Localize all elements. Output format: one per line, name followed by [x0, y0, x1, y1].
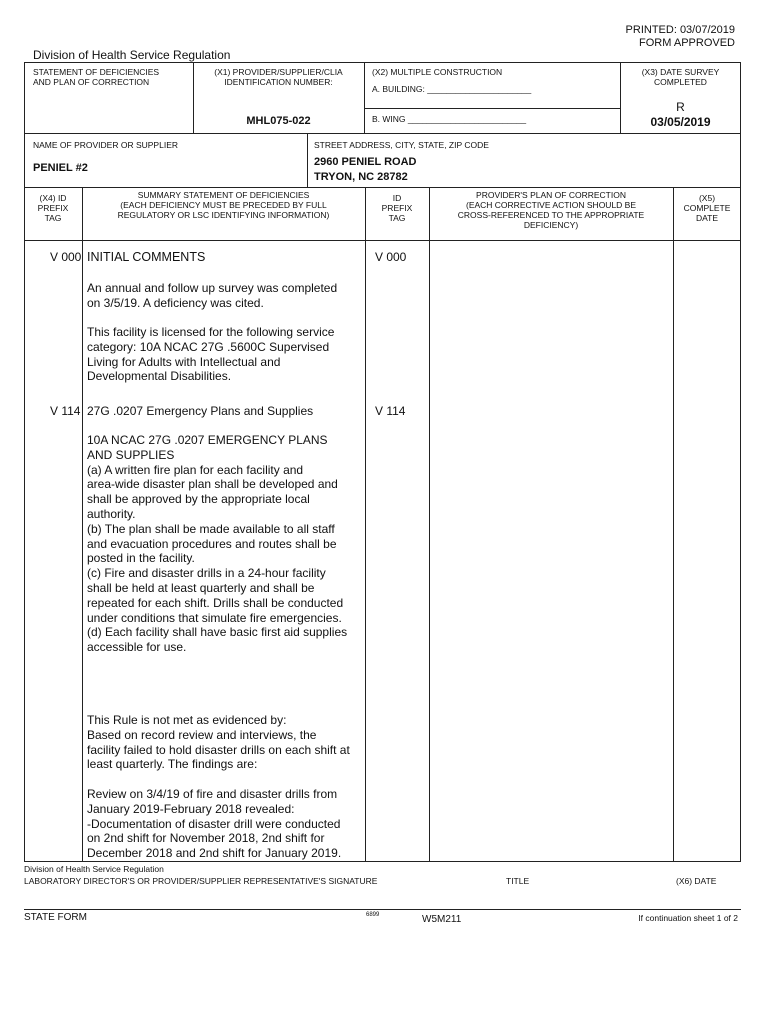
- street-label: STREET ADDRESS, CITY, STATE, ZIP CODE: [314, 140, 489, 150]
- x2-wing: B. WING _________________________: [372, 114, 527, 124]
- col-summary-header: SUMMARY STATEMENT OF DEFICIENCIES (EACH DEFICIENCY MUST BE PRECEDED BY FULL REGULATORY OR LSC IDENTIFYING INFORMATION): [117, 190, 330, 220]
- col-x5-header: (X5) COMPLETE DATE: [683, 193, 731, 223]
- x2-building: A. BUILDING: ______________________: [372, 84, 532, 94]
- frame-bottom: [24, 861, 741, 862]
- col-divider-3: [429, 187, 430, 861]
- divider-col-header: [24, 240, 741, 241]
- printed-header: [626, 24, 735, 50]
- printed-date: PRINTED: 03/07/2019: [625, 24, 735, 36]
- signature-label: LABORATORY DIRECTOR'S OR PROVIDER/SUPPLIER REPRESENTATIVE'S SIGNATURE: [24, 876, 378, 886]
- street-line1: 2960 PENIEL ROAD: [314, 156, 417, 168]
- entry-tag: V 000: [50, 250, 82, 264]
- x3-label: (X3) DATE SURVEY COMPLETED: [641, 67, 720, 87]
- frame-right: [740, 62, 741, 862]
- frame-top: [24, 62, 741, 63]
- x6-date-label: (X6) DATE: [676, 876, 717, 886]
- entry-title: 27G .0207 Emergency Plans and Supplies: [87, 404, 314, 418]
- form-approved: FORM APPROVED: [639, 37, 735, 49]
- continuation-sheet: If continuation sheet 1 of 2: [638, 913, 738, 923]
- street-line2: TRYON, NC 28782: [314, 171, 408, 183]
- entry-id-tag: V 114: [375, 404, 406, 418]
- entry-paragraph: 10A NCAC 27G .0207 EMERGENCY PLANS AND SUPPLIES (a) A written fire plan for each facility and area-wide disaster plan shall be developed and shall be approved by the appropriate local authority. (b) The plan shall be made available to all staff and evacuation procedures and routes shall be posted in the facility. (c) Fire and disaster drills in a 24-hour facility shall be held at least quarterly and shall be repeated for each shift. Drills shall be conducted under conditions that simulate fire emergencies. (d) Each facility shall have basic first aid supplies accessible for use.: [87, 433, 348, 655]
- divider-x2-wing: [364, 108, 620, 109]
- entry-paragraph: Review on 3/4/19 of fire and disaster drills from January 2019-February 2018 revealed: -Documentation of disaster drill were conducted on 2nd shift for November 2018, 2nd shift for December 2018 and 2nd shift for January 2019.: [87, 787, 342, 861]
- footer-division: Division of Health Service Regulation: [24, 864, 164, 874]
- entry-title: INITIAL COMMENTS: [87, 250, 206, 264]
- footer-rule: [24, 909, 741, 910]
- provider-name: PENIEL #2: [33, 162, 88, 174]
- x3-date: 03/05/2019: [650, 115, 711, 129]
- form-code: 6899: [366, 912, 380, 918]
- entry-paragraph: This facility is licensed for the following service category: 10A NCAC 27G .5600C Supervised Living for Adults with Intellectual and Developmental Disabilities.: [87, 325, 335, 384]
- col-plan-header: PROVIDER'S PLAN OF CORRECTION (EACH CORRECTIVE ACTION SHOULD BE CROSS-REFERENCED TO THE APPROPRIATE DEFICIENCY): [457, 190, 645, 230]
- provider-name-label: NAME OF PROVIDER OR SUPPLIER: [33, 140, 178, 150]
- x3-r: R: [676, 100, 685, 114]
- event-id: W5M211: [422, 914, 462, 925]
- col-x4-header: (X4) ID PREFIX TAG: [37, 193, 69, 223]
- statement-label: STATEMENT OF DEFICIENCIES AND PLAN OF CORRECTION: [33, 67, 160, 87]
- col-id-header: ID PREFIX TAG: [381, 193, 413, 223]
- state-form: STATE FORM: [24, 912, 87, 923]
- frame-left: [24, 62, 25, 862]
- entry-paragraph: This Rule is not met as evidenced by: Based on record review and interviews, the facility failed to hold disaster drills on each shift at least quarterly. The findings are:: [87, 713, 350, 772]
- col-divider-1: [82, 187, 83, 861]
- divider-row1: [24, 133, 741, 134]
- divider-row2: [24, 187, 741, 188]
- x1-value: MHL075-022: [246, 115, 311, 127]
- col-divider-2: [365, 187, 366, 861]
- x1-label: (X1) PROVIDER/SUPPLIER/CLIA IDENTIFICATION NUMBER:: [214, 67, 343, 87]
- title-label: TITLE: [506, 876, 530, 886]
- entry-id-tag: V 000: [375, 250, 407, 264]
- entry-paragraph: An annual and follow up survey was completed on 3/5/19. A deficiency was cited.: [87, 281, 338, 310]
- divider-x2: [364, 62, 365, 133]
- col-divider-4: [673, 187, 674, 861]
- divider-provider: [307, 133, 308, 187]
- x2-label: (X2) MULTIPLE CONSTRUCTION: [372, 67, 503, 77]
- division-title: Division of Health Service Regulation: [33, 48, 231, 62]
- entry-tag: V 114: [50, 404, 81, 418]
